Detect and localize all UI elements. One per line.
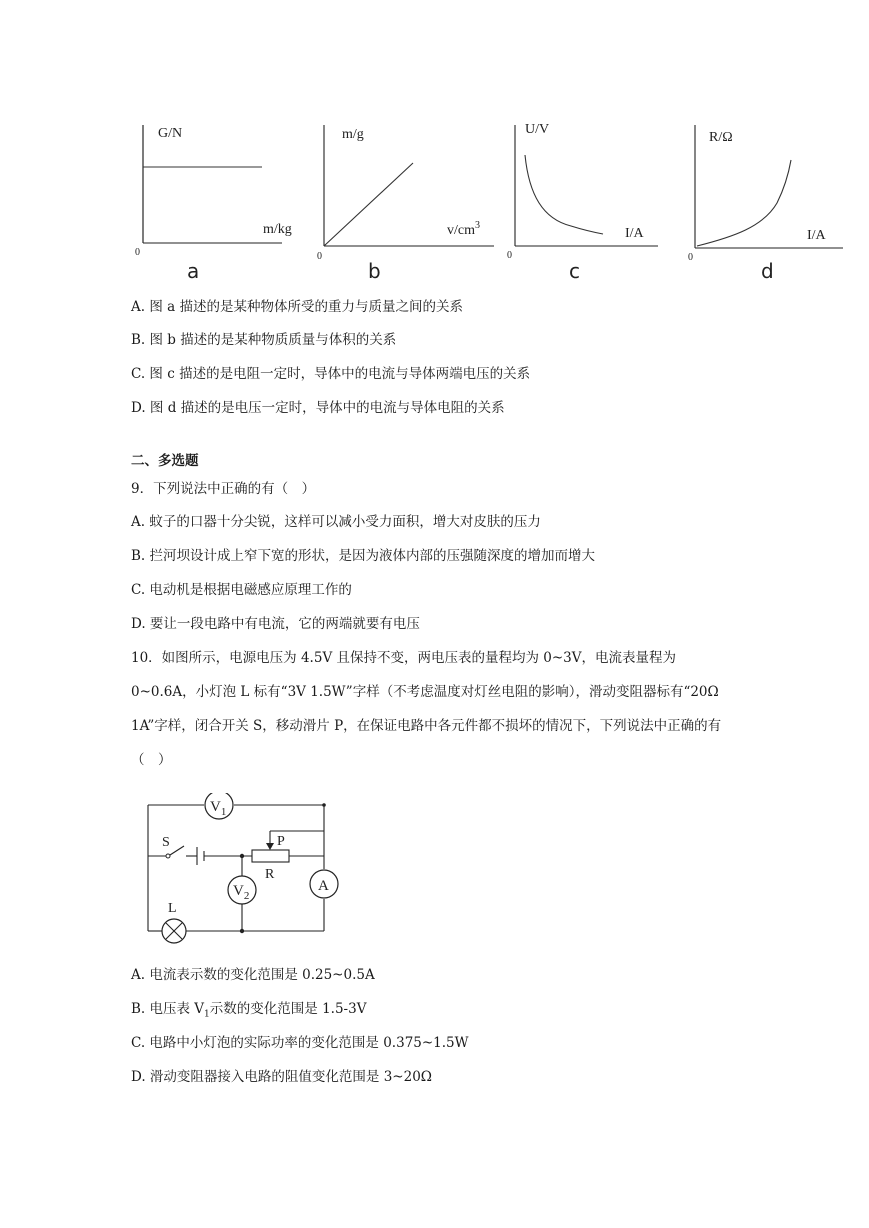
rheostat-label: R [265,867,275,882]
q9-option-d: D. 要让一段电路中有电流，它的两端就要有电压 [131,616,420,632]
q10-option-d: D. 滑动变阻器接入电路的阻值变化范围是 3~20Ω [131,1069,432,1085]
graph-b-origin: 0 [317,251,322,262]
q9-stem: 9．下列说法中正确的有（ ） [131,481,316,497]
graph-a-ylabel: G/N [158,126,183,141]
graph-d-origin: 0 [688,252,693,263]
graph-a-origin: 0 [135,247,140,258]
q8-option-c: C. 图 c 描述的是电阻一定时，导体中的电流与导体两端电压的关系 [131,366,531,382]
q9-option-a: A. 蚊子的口器十分尖锐，这样可以减小受力面积，增大对皮肤的压力 [131,514,541,530]
q9-option-c: C. 电动机是根据电磁感应原理工作的 [131,582,352,598]
q8-option-a: A. 图 a 描述的是某种物体所受的重力与质量之间的关系 [131,299,463,315]
graph-d-tag: d [761,259,774,283]
q10-option-b: B. 电压表 $V_1$示数的变化范围是 1.5-3V [131,1001,367,1020]
slider-label: P [277,834,285,849]
graph-b [312,115,497,285]
graph-d-ylabel: R/Ω [709,130,733,145]
q10-option-a: A. 电流表示数的变化范围是 0.25~0.5A [131,967,375,983]
graph-b-ylabel: m/g [342,127,364,142]
graph-c-origin: 0 [507,250,512,261]
switch-icon [170,846,184,855]
graph-b-tag: b [368,259,381,283]
graph-a [132,115,292,285]
q9-option-b: B. 拦河坝设计成上窄下宽的形状，是因为液体内部的压强随深度的增加而增大 [131,548,596,564]
v1-label: $V_1$ [210,799,227,818]
slider-arrow-icon [266,843,274,850]
graph-c-ylabel: U/V [525,122,550,137]
graph-c-curve [525,155,603,234]
ammeter-label: A [318,878,329,894]
graph-c [503,115,673,285]
graph-b-curve [324,163,413,246]
section-heading: 二、多选题 [131,453,199,469]
graph-c-xlabel: I/A [625,226,644,241]
q8-option-d: D. 图 d 描述的是电压一定时，导体中的电流与导体电阻的关系 [131,400,505,416]
graph-a-tag: a [187,259,200,283]
lamp-label: L [168,901,177,916]
switch-contact [166,854,170,858]
graph-d-curve [697,160,791,246]
graph-c-tag: c [569,259,580,283]
circuit-diagram [140,793,340,953]
graph-a-xlabel: m/kg [263,222,292,237]
graph-b-xlabel: $v/cm^3$ [447,220,480,238]
q8-option-b: B. 图 b 描述的是某种物质质量与体积的关系 [131,332,397,348]
q10-option-c: C. 电路中小灯泡的实际功率的变化范围是 0.375~1.5W [131,1035,469,1051]
v2-label: $V_2$ [233,883,250,902]
rheostat-icon [252,850,289,862]
graph-d [683,115,853,285]
q10-stem: 10．如图所示，电源电压为 4.5V 且保持不变，两电压表的量程均为 0~3V，电流表量程为 0~0.6A，小灯泡 L 标有“3V 1.5W”字样（不考虑温度对灯丝电阻的影响），滑动变阻器标有“20Ω 1A”字样，闭合开关 S，移动滑片 P，在保证电路中各元件都不损坏的情况下，下列说法中正确的有（ ） [131,650,722,768]
graph-d-xlabel: I/A [807,228,826,243]
switch-label: S [162,835,170,850]
